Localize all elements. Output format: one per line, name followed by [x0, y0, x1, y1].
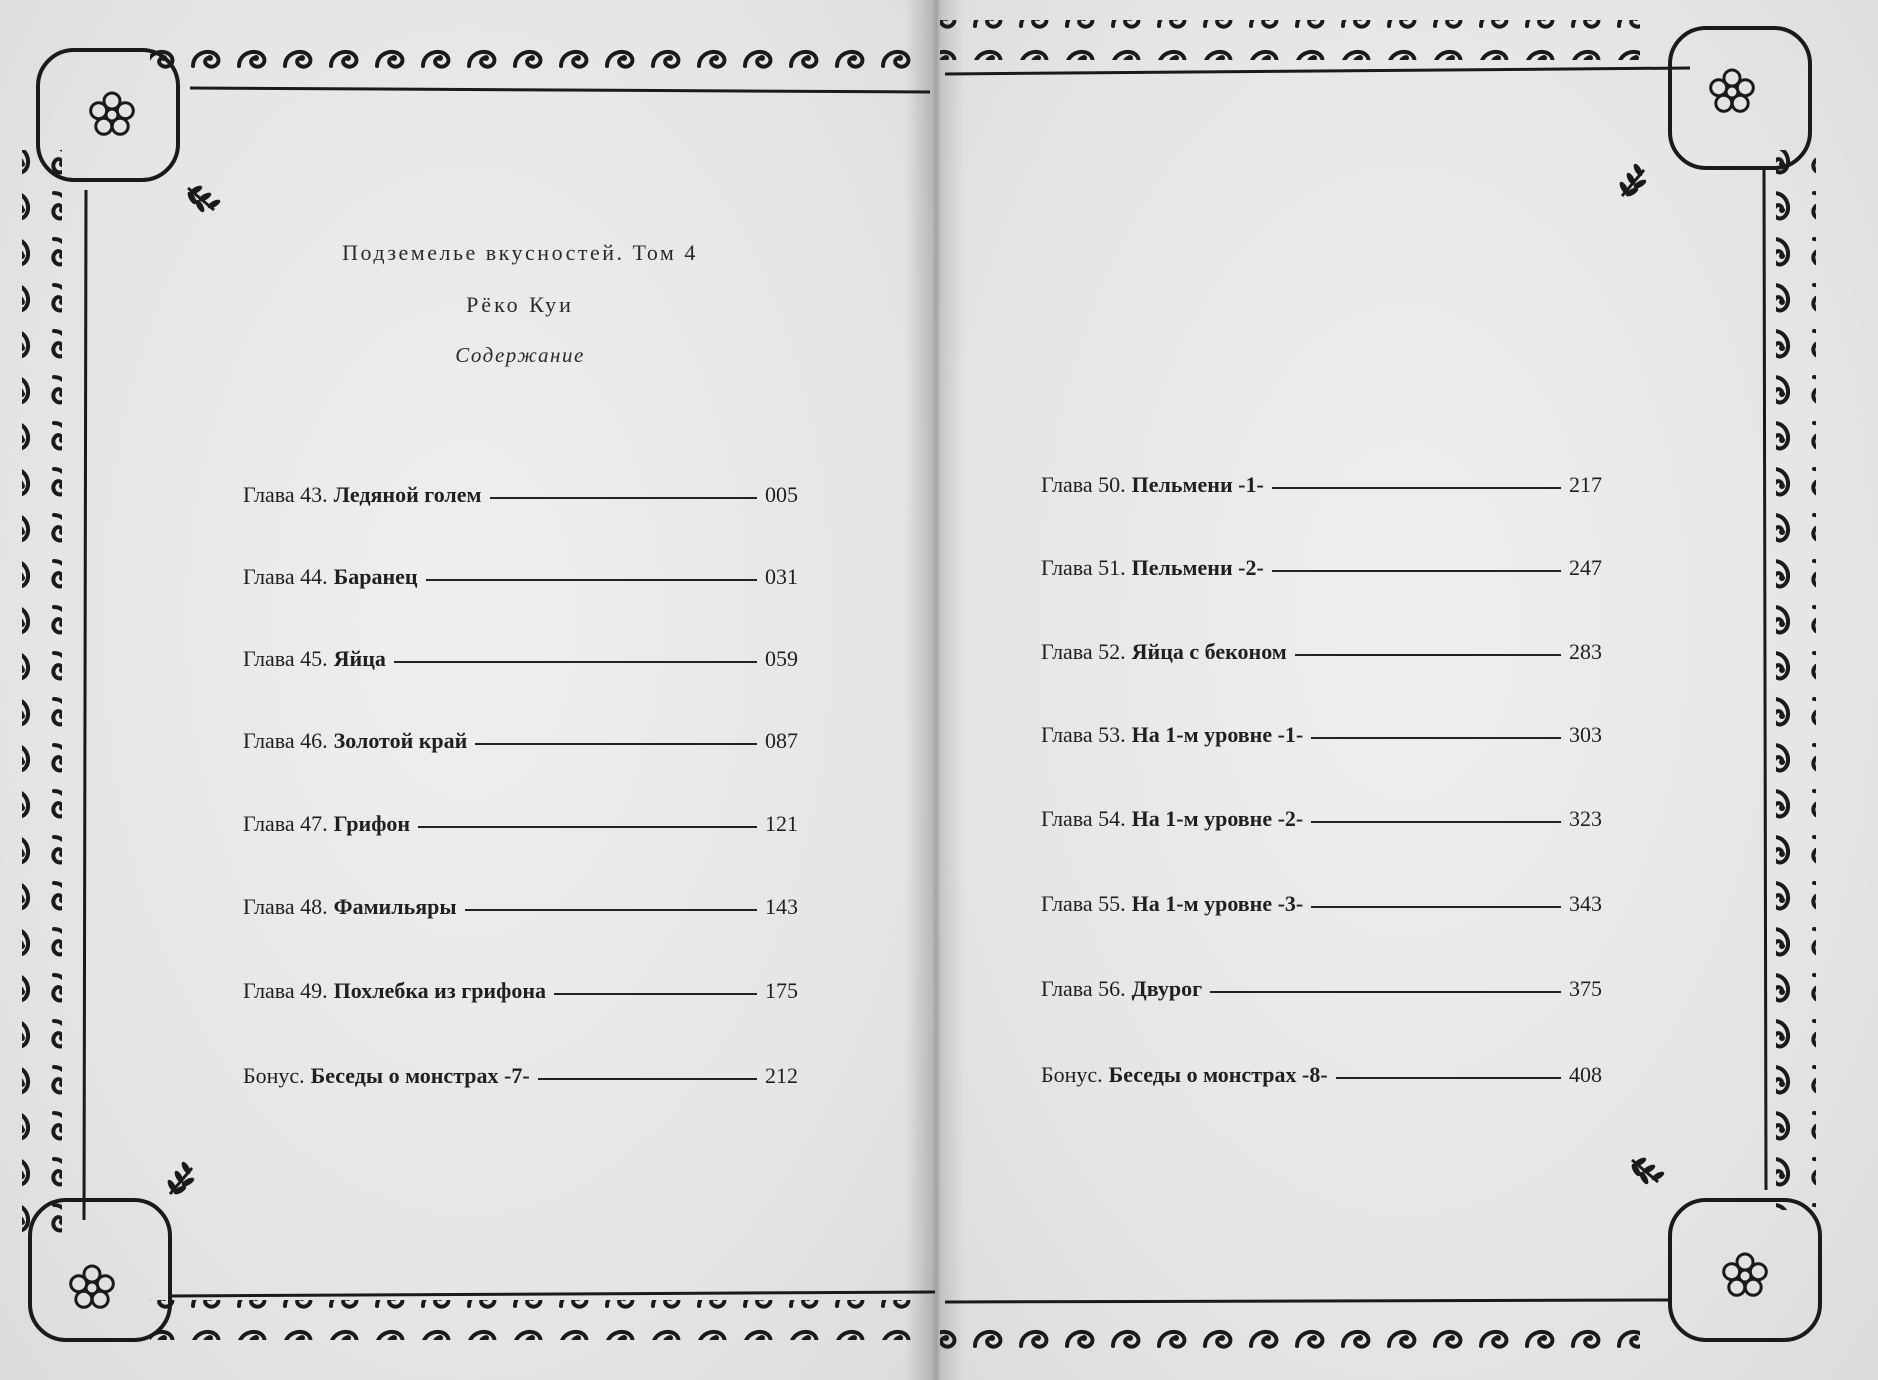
- toc-entry-prefix: Глава 47.: [243, 811, 328, 836]
- toc-entry-title: Баранец: [333, 564, 418, 589]
- toc-entry-prefix: Глава 49.: [243, 978, 328, 1003]
- dot-leader: [394, 661, 757, 663]
- dot-leader: [538, 1078, 757, 1080]
- toc-entry-title: Грифон: [333, 811, 411, 836]
- toc-entry-page: 283: [1569, 639, 1602, 664]
- dot-leader: [1311, 821, 1561, 823]
- toc-entry-title: Пельмени -2-: [1131, 555, 1264, 580]
- toc-entry-title: На 1-м уровне -2-: [1131, 806, 1304, 831]
- toc-entry-title: Двурог: [1131, 976, 1203, 1001]
- toc-entry[interactable]: [1041, 547, 1602, 581]
- dot-leader: [465, 909, 757, 911]
- toc-entry-prefix: Глава 51.: [1041, 555, 1126, 580]
- dot-leader: [1336, 1077, 1561, 1079]
- toc-entry-page: 121: [765, 811, 798, 836]
- toc-entry-title: Яйца с беконом: [1131, 639, 1287, 664]
- toc-entry-prefix: Глава 45.: [243, 646, 328, 671]
- toc-entry-prefix: Глава 43.: [243, 482, 328, 507]
- toc-entry[interactable]: [1041, 714, 1602, 748]
- toc-entry-page: 031: [765, 564, 798, 589]
- toc-entry-page: 217: [1569, 472, 1602, 497]
- toc-entry[interactable]: [243, 556, 798, 590]
- toc-entry-prefix: Глава 52.: [1041, 639, 1126, 664]
- contents-heading: Содержание: [455, 343, 585, 367]
- toc-entry-page: 375: [1569, 976, 1602, 1001]
- toc-entry-page: 005: [765, 482, 798, 507]
- toc-entry-title: Беседы о монстрах -8-: [1108, 1062, 1328, 1087]
- right-page-border: [940, 20, 1820, 1350]
- toc-entry-page: 303: [1569, 722, 1602, 747]
- toc-entry[interactable]: [243, 970, 798, 1004]
- toc-entry-title: Пельмени -1-: [1131, 472, 1264, 497]
- toc-entry-page: 247: [1569, 555, 1602, 580]
- toc-entry-prefix: Глава 53.: [1041, 722, 1126, 747]
- toc-entry-prefix: Глава 44.: [243, 564, 328, 589]
- toc-entry-title: Беседы о монстрах -7-: [310, 1063, 530, 1088]
- toc-entry[interactable]: [243, 638, 798, 672]
- toc-entry-prefix: Глава 48.: [243, 894, 328, 919]
- toc-entry[interactable]: [1041, 464, 1602, 498]
- toc-entry[interactable]: [243, 474, 798, 508]
- toc-entry[interactable]: [1041, 883, 1602, 917]
- dot-leader: [1210, 991, 1561, 993]
- toc-entry-page: 059: [765, 646, 798, 671]
- toc-entry-title: На 1-м уровне -3-: [1131, 891, 1304, 916]
- toc-entry-page: 087: [765, 728, 798, 753]
- dot-leader: [1295, 654, 1561, 656]
- toc-entry-prefix: Глава 46.: [243, 728, 328, 753]
- toc-entry[interactable]: [243, 886, 798, 920]
- toc-entry-prefix: Бонус.: [1041, 1062, 1103, 1087]
- toc-entry-title: Ледяной голем: [333, 482, 482, 507]
- toc-entry-title: Фамильяры: [333, 894, 457, 919]
- toc-entry[interactable]: [243, 720, 798, 754]
- dot-leader: [1311, 906, 1561, 908]
- dot-leader: [475, 743, 757, 745]
- toc-entry-page: 175: [765, 978, 798, 1003]
- toc-entry[interactable]: [1041, 1054, 1602, 1088]
- toc-entry[interactable]: [243, 1055, 798, 1089]
- toc-entry[interactable]: [243, 803, 798, 837]
- toc-entry-title: Похлебка из грифона: [333, 978, 547, 1003]
- toc-entry-title: На 1-м уровне -1-: [1131, 722, 1304, 747]
- dot-leader: [490, 497, 757, 499]
- dot-leader: [1311, 737, 1561, 739]
- toc-entry-page: 212: [765, 1063, 798, 1088]
- left-page-border: [22, 32, 935, 1340]
- toc-entry-prefix: Бонус.: [243, 1063, 305, 1088]
- dot-leader: [418, 826, 757, 828]
- toc-entry-prefix: Глава 55.: [1041, 891, 1126, 916]
- toc-entry[interactable]: [1041, 968, 1602, 1002]
- toc-entry-title: Золотой край: [333, 728, 468, 753]
- toc-entry-prefix: Глава 50.: [1041, 472, 1126, 497]
- toc-entry-page: 143: [765, 894, 798, 919]
- book-title: Подземелье вкусностей. Том 4: [342, 240, 698, 265]
- toc-entry[interactable]: [1041, 798, 1602, 832]
- toc-entry-page: 323: [1569, 806, 1602, 831]
- dot-leader: [1272, 570, 1561, 572]
- toc-entry-prefix: Глава 54.: [1041, 806, 1126, 831]
- toc-entry-title: Яйца: [333, 646, 386, 671]
- dot-leader: [1272, 487, 1561, 489]
- toc-entry[interactable]: [1041, 631, 1602, 665]
- dot-leader: [426, 579, 757, 581]
- toc-entry-page: 343: [1569, 891, 1602, 916]
- dot-leader: [554, 993, 757, 995]
- toc-entry-page: 408: [1569, 1062, 1602, 1087]
- toc-entry-prefix: Глава 56.: [1041, 976, 1126, 1001]
- author-name: Рёко Куи: [466, 292, 574, 317]
